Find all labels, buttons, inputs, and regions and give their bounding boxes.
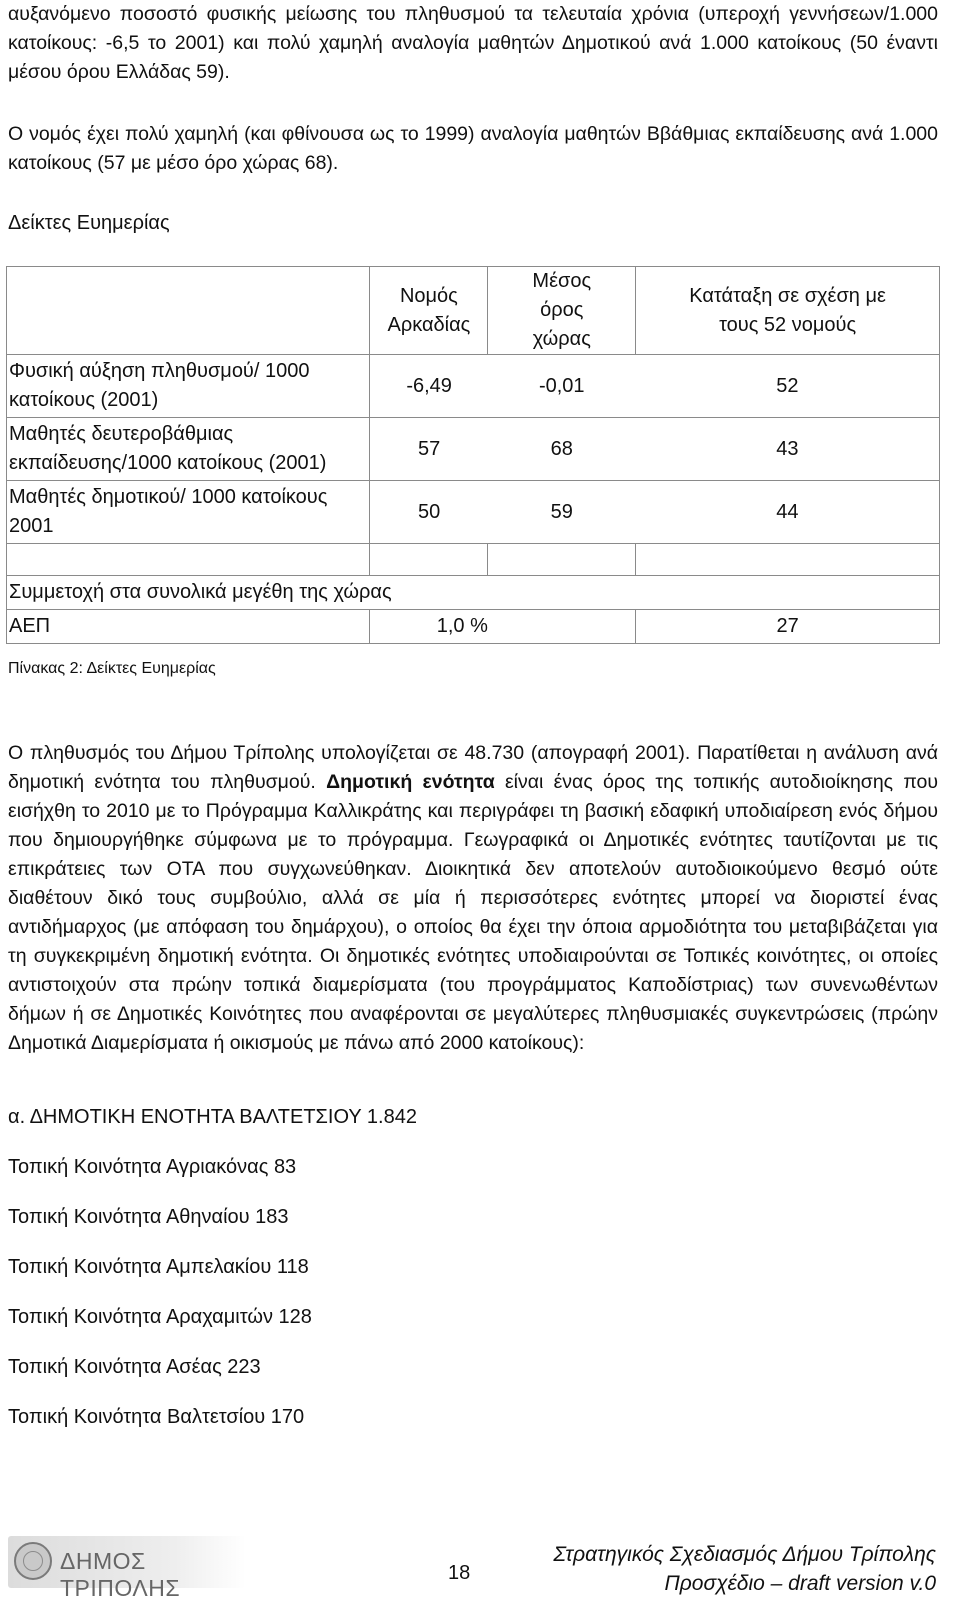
list-item: Τοπική Κοινότητα Αμπελακίου 118 [8,1256,309,1278]
row-label: Μαθητές δημοτικού/ 1000 κατοίκους 2001 [7,481,370,544]
logo-text: ΔΗΜΟΣ ΤΡΙΠΟΛΗΣ [60,1548,181,1601]
header-mesos: Μέσος όρος χώρας [488,267,636,355]
row-katataxi: 43 [636,418,940,481]
table-row [7,418,940,481]
table-header-row [7,267,940,355]
footer-title [553,1540,936,1598]
unit-heading: α. ΔΗΜΟΤΙΚΗ ΕΝΟΤΗΤΑ ΒΑΛΤΕΤΣΙΟΥ 1.842 [8,1106,417,1128]
table-aep-row [7,610,940,644]
row-label: Φυσική αύξηση πληθυσμού/ 1000 κατοίκους (2001) [7,355,370,418]
row-nomos: 57 [370,418,488,481]
table-header-empty [7,267,370,355]
aep-rank: 27 [636,610,940,644]
header-nomos: Νομός Αρκαδίας [370,267,488,355]
welfare-indicators-table [6,266,940,644]
seal-icon [14,1542,52,1580]
row-nomos: 50 [370,481,488,544]
participation-heading: Συμμετοχή στα συνολικά μεγέθη της χώρας [7,576,940,610]
aep-label: ΑΕΠ [7,610,370,644]
table-row [7,355,940,418]
intro-paragraph-1: αυξανόμενο ποσοστό φυσικής μείωσης του πληθυσμού τα τελευταία χρόνια (υπεροχή γεννήσεων/1.000 κατοίκους: -6,5 το 2001) και πολύ χαμηλή αναλογία μαθητών Δημοτικού ανά 1.000 κατοίκους (50 έναντι μέσου όρου Ελλάδας 59). [8,3,938,83]
page-number: 18 [448,1562,471,1584]
municipality-logo [8,1536,246,1601]
list-item: Τοπική Κοινότητα Αγριακόνας 83 [8,1156,297,1178]
table-participation-row [7,576,940,610]
list-item: Τοπική Κοινότητα Αραχαμιτών 128 [8,1306,312,1328]
row-mesos: -0,01 [488,355,636,418]
footer-title-line1: Στρατηγικός Σχεδιασμός Δήμου Τρίπολης [553,1543,936,1566]
list-item: Τοπική Κοινότητα Ασέας 223 [8,1356,261,1378]
table-row [7,481,940,544]
aep-value: 1,0 % [370,610,488,644]
row-label: Μαθητές δευτεροβάθμιας εκπαίδευσης/1000 κατοίκους (2001) [7,418,370,481]
list-item: Τοπική Κοινότητα Αθηναίου 183 [8,1206,289,1228]
row-mesos: 68 [488,418,636,481]
header-katataxi: Κατάταξη σε σχέση με τους 52 νομούς [636,267,940,355]
body-paragraph: Ο πληθυσμός του Δήμου Τρίπολης υπολογίζεται σε 48.730 (απογραφή 2001). Παρατίθεται η ανάλυση ανά δημοτική ενότητα του πληθυσμού. Δημοτική ενότητα είναι ένας όρος της τοπικής αυτοδιοίκησης που εισήχθη το 2010 με το Πρόγραμμα Καλλικράτης και περιγράφει τη βασική εδαφική υποδιαίρεση ενός δήμου που δημιουργήθηκε σύμφωνα με το πρόγραμμα. Γεωγραφικά οι Δημοτικές ενότητες ταυτίζονται με τις επικράτειες των ΟΤΑ που συγχωνεύθηκαν. Διοικητικά δεν αποτελούν αυτοδιοικούμενο θεσμό ούτε διαθέτουν δικό τους συμβούλιο, αλλά σε μία ή περισσότερες ενότητες μπορεί να διοριστεί ένας αντιδήμαρχος (με απόφαση του δημάρχου), ο οποίος θα έχει την όποια αρμοδιότητα του μεταβιβάζεται για τη συγκεκριμένη δημοτική ενότητα. Οι δημοτικές ενότητες υποδιαιρούνται σε Τοπικές κοινότητες, οι οποίες αντιστοιχούν στα πρώην τοπικά διαμερίσματα (του προγράμματος Καποδίστριας) των συνενωθέντων δήμων ή σε Δημοτικές Κοινότητες που αναφέρονται σε μεγαλύτερες πληθυσμιακές συγκεντρώσεις (πρώην Δημοτικά Διαμερίσματα ή οικισμούς με πάνω από 2000 κατοίκους): [8,741,939,1054]
row-nomos: -6,49 [370,355,488,418]
section-heading: Δείκτες Ευημερίας [8,212,170,234]
footer-title-line2: Προσχέδιο – draft version v.0 [664,1572,936,1595]
table-spacer-row [7,544,940,576]
body-bold-term: Δημοτική ενότητα [326,770,495,793]
row-katataxi: 44 [636,481,940,544]
list-item: Τοπική Κοινότητα Βαλτετσίου 170 [8,1406,305,1428]
row-mesos: 59 [488,481,636,544]
row-katataxi: 52 [636,355,940,418]
table-caption: Πίνακας 2: Δείκτες Ευημερίας [8,660,216,677]
intro-paragraph-2: Ο νομός έχει πολύ χαμηλή (και φθίνουσα ως το 1999) αναλογία μαθητών Ββάθμιας εκπαίδευσης ανά 1.000 κατοίκους (57 με μέσο όρο χώρας 68). [8,123,938,174]
